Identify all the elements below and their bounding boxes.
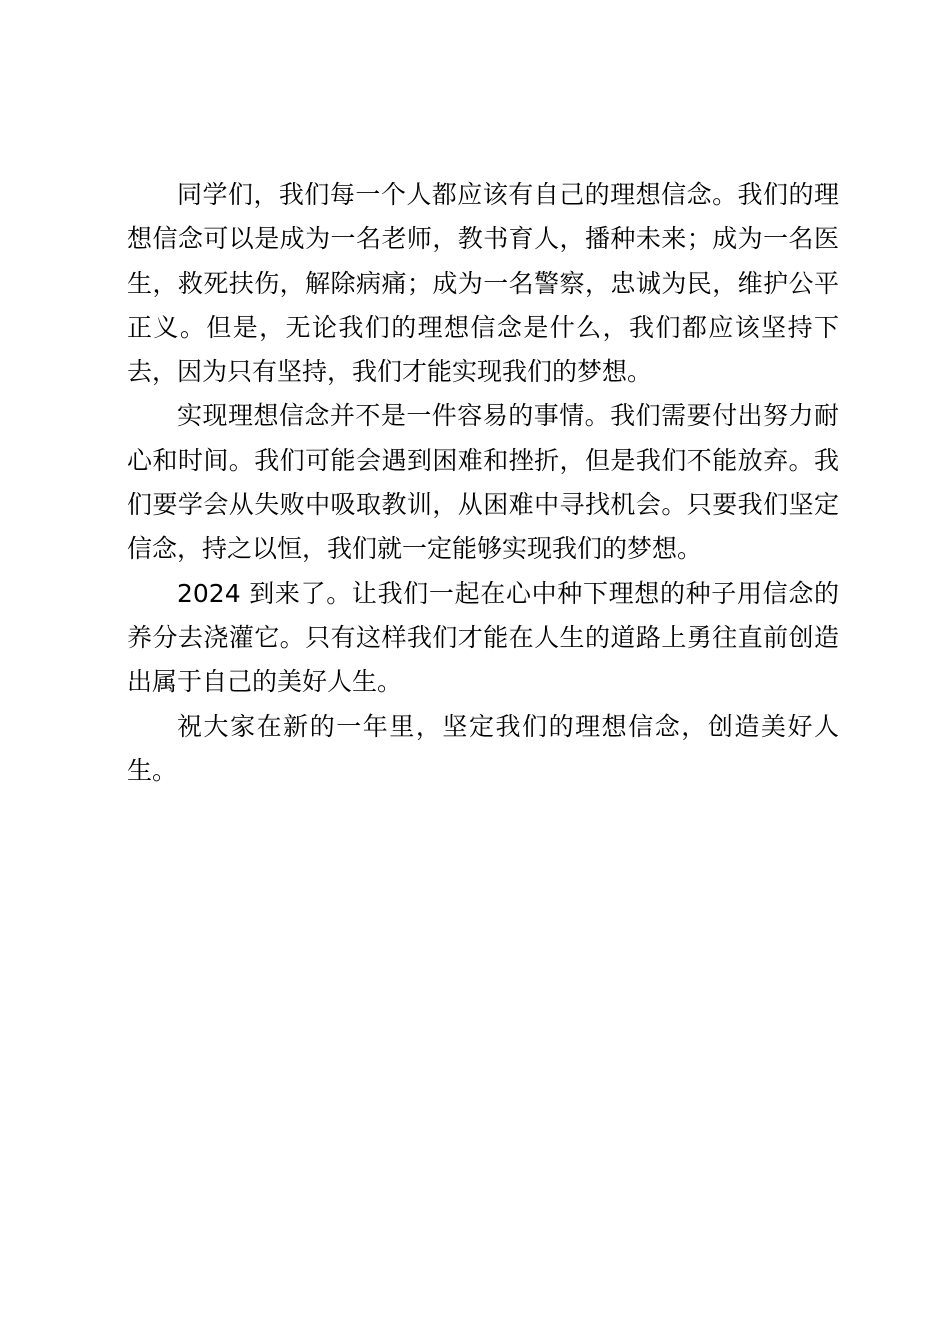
- paragraph-4: 祝大家在新的一年里，坚定我们的理想信念，创造美好人生。: [127, 711, 839, 785]
- document-body: [127, 173, 839, 793]
- paragraph-3: 2024 到来了。让我们一起在心中种下理想的种子用信念的养分去浇灌它。只有这样我们才能在人生的道路上勇往直前创造出属于自己的美好人生。: [127, 578, 839, 697]
- paragraph-1: 同学们，我们每一个人都应该有自己的理想信念。我们的理想信念可以是成为一名老师，教书育人，播种未来；成为一名医生，救死扶伤，解除病痛；成为一名警察，忠诚为民，维护公平正义。但是，无论我们的理想信念是什么，我们都应该坚持下去，因为只有坚持，我们才能实现我们的梦想。: [127, 180, 839, 387]
- paragraph-2: 实现理想信念并不是一件容易的事情。我们需要付出努力耐心和时间。我们可能会遇到困难和挫折，但是我们不能放弃。我们要学会从失败中吸取教训，从困难中寻找机会。只要我们坚定信念，持之以恒，我们就一定能够实现我们的梦想。: [127, 401, 839, 564]
